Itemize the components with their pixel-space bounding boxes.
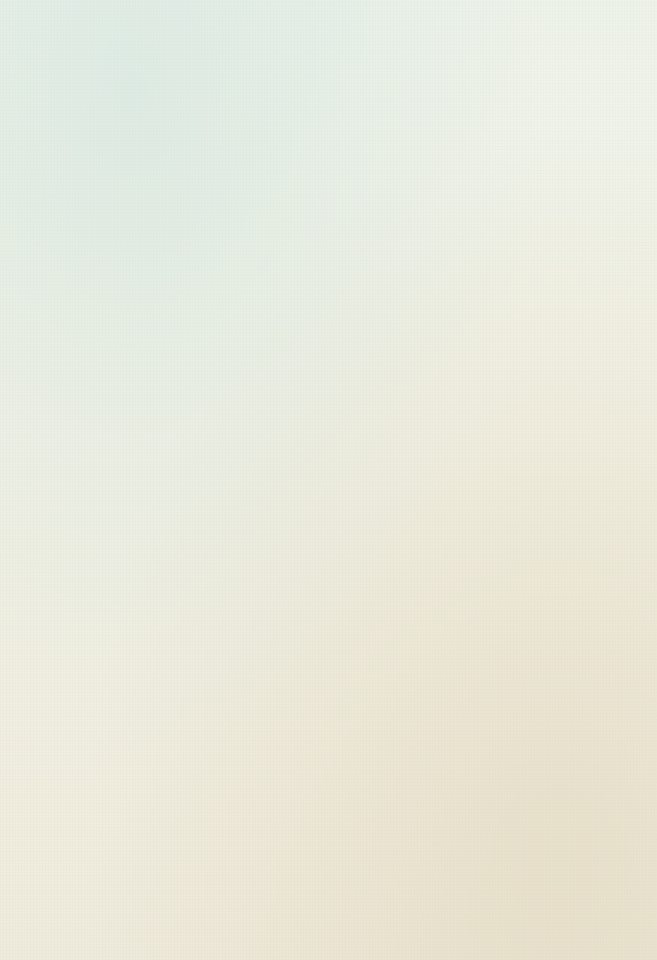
teal-mandala-ornament-top bbox=[0, 110, 657, 240]
gold-mandala-ornament-bottom bbox=[0, 648, 657, 960]
